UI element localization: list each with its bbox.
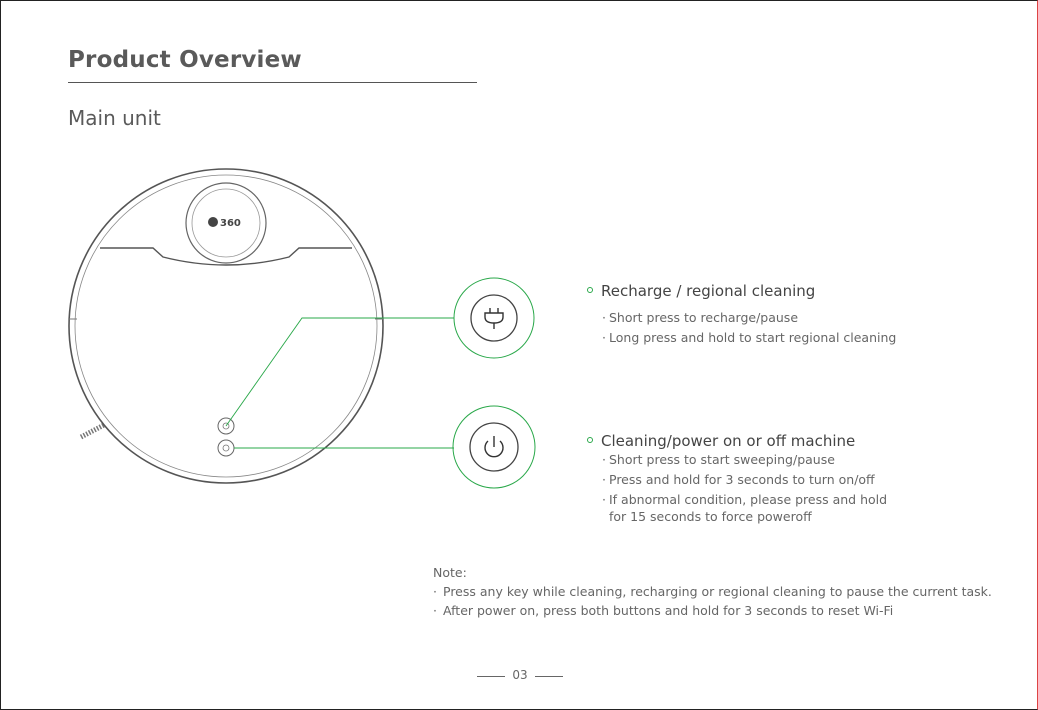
brand-logo [208,217,241,229]
power-bullet: · Short press to start sweeping/pause [602,452,835,467]
page-number [477,668,563,682]
bullet-dot-icon [587,287,593,293]
recharge-callout-line [226,318,454,426]
logo-text: 360 [220,218,241,229]
power-icon [485,436,503,457]
robot-body-outer [69,169,383,483]
power-bullet: · Press and hold for 3 seconds to turn on/off [602,472,875,487]
bullet-dot-icon [587,437,593,443]
page-number-rule-right [535,676,563,677]
power-bullet: · If abnormal condition, please press and hold [602,492,888,507]
recharge-callout [454,278,534,358]
page-title: Product Overview [68,47,302,73]
power-section [587,432,887,524]
recharge-section [587,282,896,348]
robot-power-button [218,440,234,456]
note-label: Note: [433,565,467,580]
recharge-heading: Recharge / regional cleaning [587,282,896,300]
side-brush [81,425,104,437]
page-number-text: 03 [512,668,528,682]
recharge-bullet: · Short press to recharge/pause [602,310,799,325]
note-item: · After power on, press both buttons and hold for 3 seconds to reset Wi-Fi [433,603,894,618]
power-heading: Cleaning/power on or off machine [587,432,887,450]
plug-icon [485,308,503,329]
power-bullet-continued: for 15 seconds to force poweroff [609,509,812,524]
note-block [433,563,992,620]
page-number-rule-left [477,676,505,677]
power-callout [453,406,535,488]
section-subtitle: Main unit [68,106,161,130]
note-item: · Press any key while cleaning, recharging or regional cleaning to pause the current task. [433,584,992,599]
recharge-bullet: · Long press and hold to start regional cleaning [602,330,897,345]
